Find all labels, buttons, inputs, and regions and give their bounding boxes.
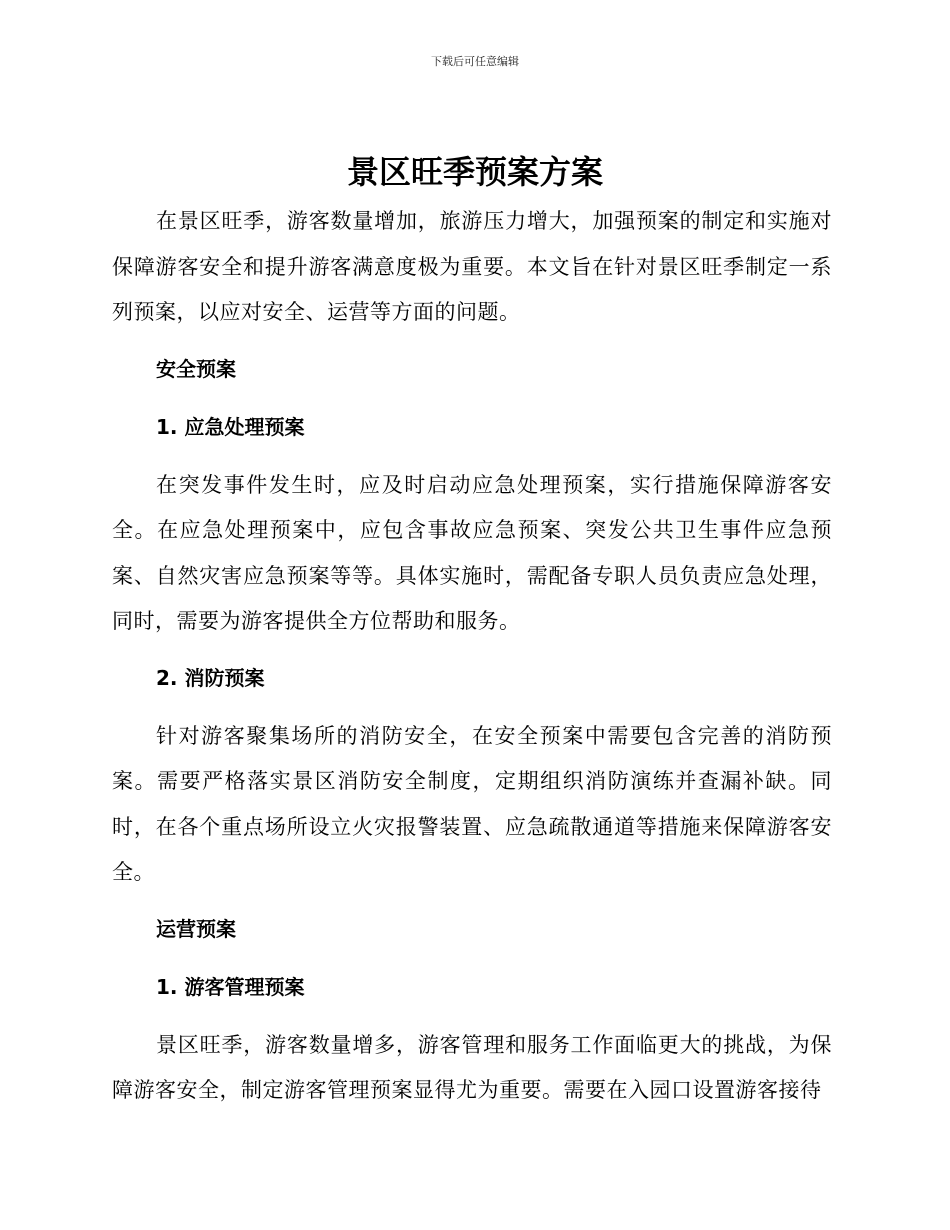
subsection-heading-fire: 2. 消防预案 [156,665,265,690]
paragraph-visitor-management: 景区旺季，游客数量增多，游客管理和服务工作面临更大的挑战，为保障游客安全，制定游客管理预案显得尤为重要。需要在入园口设置游客接待 [112,1032,832,1102]
section-heading-operations: 运营预案 [156,916,236,941]
header-note: 下载后可任意编辑 [431,55,519,68]
subsection-heading-visitor-management: 1. 游客管理预案 [156,974,305,999]
document-title: 景区旺季预案方案 [346,153,603,191]
section-heading-safety: 安全预案 [156,356,236,381]
paragraph-fire: 针对游客聚集场所的消防安全，在安全预案中需要包含完善的消防预案。需要严格落实景区消防安全制度，定期组织消防演练并查漏补缺。同时，在各个重点场所设立火灾报警装置、应急疏散通道等措施来保障游客安全。 [112,723,832,884]
document-body [112,199,832,1114]
paragraph-emergency: 在突发事件发生时，应及时启动应急处理预案，实行措施保障游客安全。在应急处理预案中，应包含事故应急预案、突发公共卫生事件应急预案、自然灾害应急预案等等。具体实施时，需配备专职人员负责应急处理，同时，需要为游客提供全方位帮助和服务。 [112,472,832,633]
intro-paragraph: 在景区旺季，游客数量增加，旅游压力增大，加强预案的制定和实施对保障游客安全和提升游客满意度极为重要。本文旨在针对景区旺季制定一系列预案，以应对安全、运营等方面的问题。 [112,209,832,324]
subsection-heading-emergency: 1. 应急处理预案 [156,414,305,439]
